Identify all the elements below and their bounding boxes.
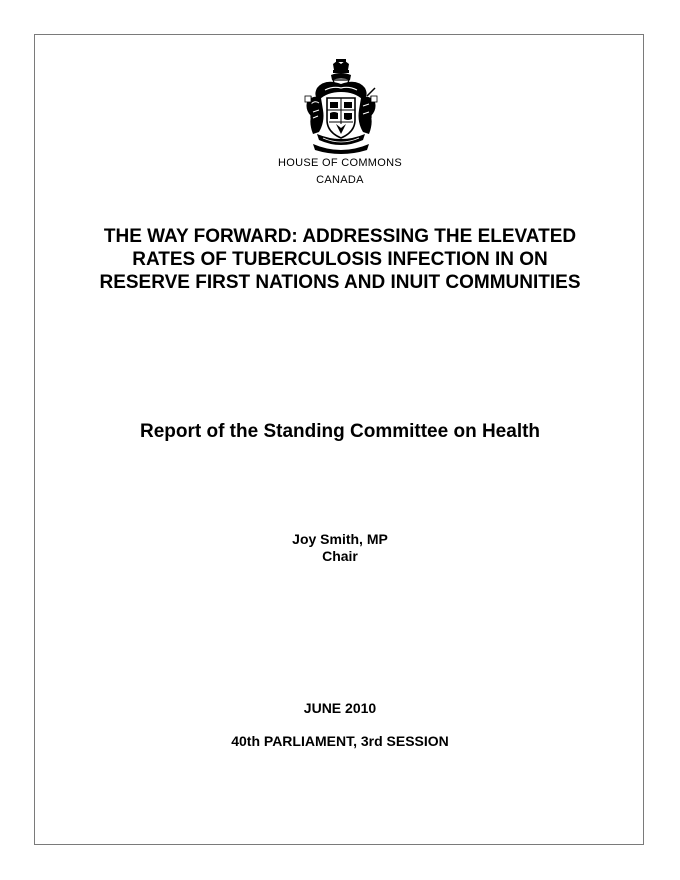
coat-of-arms-icon	[303, 58, 379, 154]
report-subtitle: Report of the Standing Committee on Health	[139, 421, 541, 442]
chair-name: Joy Smith, MP	[292, 531, 388, 547]
report-title: THE WAY FORWARD: ADDRESSING THE ELEVATED RATES OF TUBERCULOSIS INFECTION IN ON RESERVE FIRST NATIONS AND INUIT COMMUNITIES	[99, 226, 581, 293]
org-name-line2: CANADA	[316, 174, 364, 186]
chair-role: Chair	[322, 548, 358, 564]
parliament-session: 40th PARLIAMENT, 3rd SESSION	[231, 733, 449, 749]
report-date: JUNE 2010	[303, 700, 377, 716]
org-name-line1: HOUSE OF COMMONS	[278, 157, 402, 169]
chair-block	[0, 531, 680, 565]
